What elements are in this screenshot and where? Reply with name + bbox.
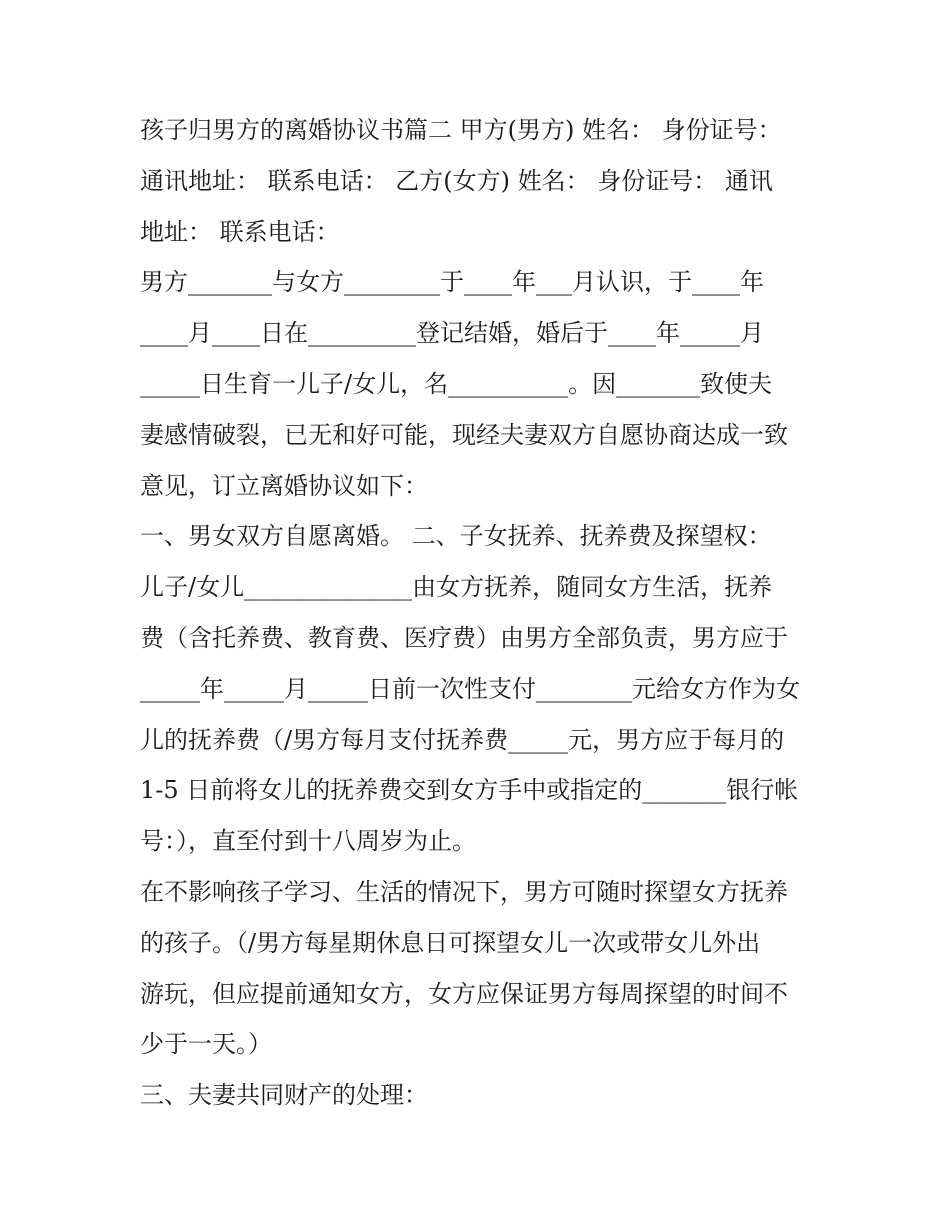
text-line: 意见，订立离婚协议如下： — [140, 471, 428, 500]
text-line: 地址： 联系电话： — [140, 217, 340, 246]
text-line: 游玩，但应提前通知女方，女方应保证男方每周探望的时间不 — [140, 979, 788, 1008]
text-line: 孩子归男方的离婚协议书篇二 甲方(男方) 姓名： 身份证号： — [140, 116, 782, 144]
text-line: _____日生育一儿子/女儿，名__________。因_______致使夫 — [140, 369, 773, 398]
text-line: 1-5 日前将女儿的抚养费交到女方手中或指定的_______银行帐 — [140, 776, 799, 805]
text-line: 妻感情破裂，已无和好可能，现经夫妻双方自愿协商达成一致 — [140, 420, 788, 449]
text-line: ____月____日在_________登记结婚，婚后于____年_____月 — [140, 319, 764, 348]
text-line: 儿的抚养费（/男方每月支付抚养费_____元，男方应于每月的 — [140, 725, 785, 754]
text-line: 男方_______与女方________于____年___月认识，于____年 — [140, 268, 764, 297]
text-line: 费（含托养费、教育费、医疗费）由男方全部负责，男方应于 — [140, 623, 788, 652]
text-line: _____年_____月_____日前一次性支付________元给女方作为女 — [140, 674, 800, 703]
text-line: 的孩子。（/男方每星期休息日可探望女儿一次或带女儿外出 — [140, 928, 761, 957]
text-line: 通讯地址： 联系电话： 乙方(女方) 姓名： 身份证号： 通讯 — [140, 166, 773, 195]
text-line: 少于一天。） — [140, 1030, 272, 1059]
text-line: 在不影响孩子学习、生活的情况下，男方可随时探望女方抚养 — [140, 877, 788, 906]
text-line: 一、男女双方自愿离婚。 二、子女抚养、抚养费及探望权： — [140, 522, 772, 551]
text-line: 三、夫妻共同财产的处理： — [140, 1081, 428, 1110]
document-body — [140, 105, 820, 1121]
text-line: 号：），直至付到十八周岁为止。 — [140, 827, 476, 856]
text-line: 儿子/女儿______________由女方抚养，随同女方生活，抚养 — [140, 573, 773, 602]
